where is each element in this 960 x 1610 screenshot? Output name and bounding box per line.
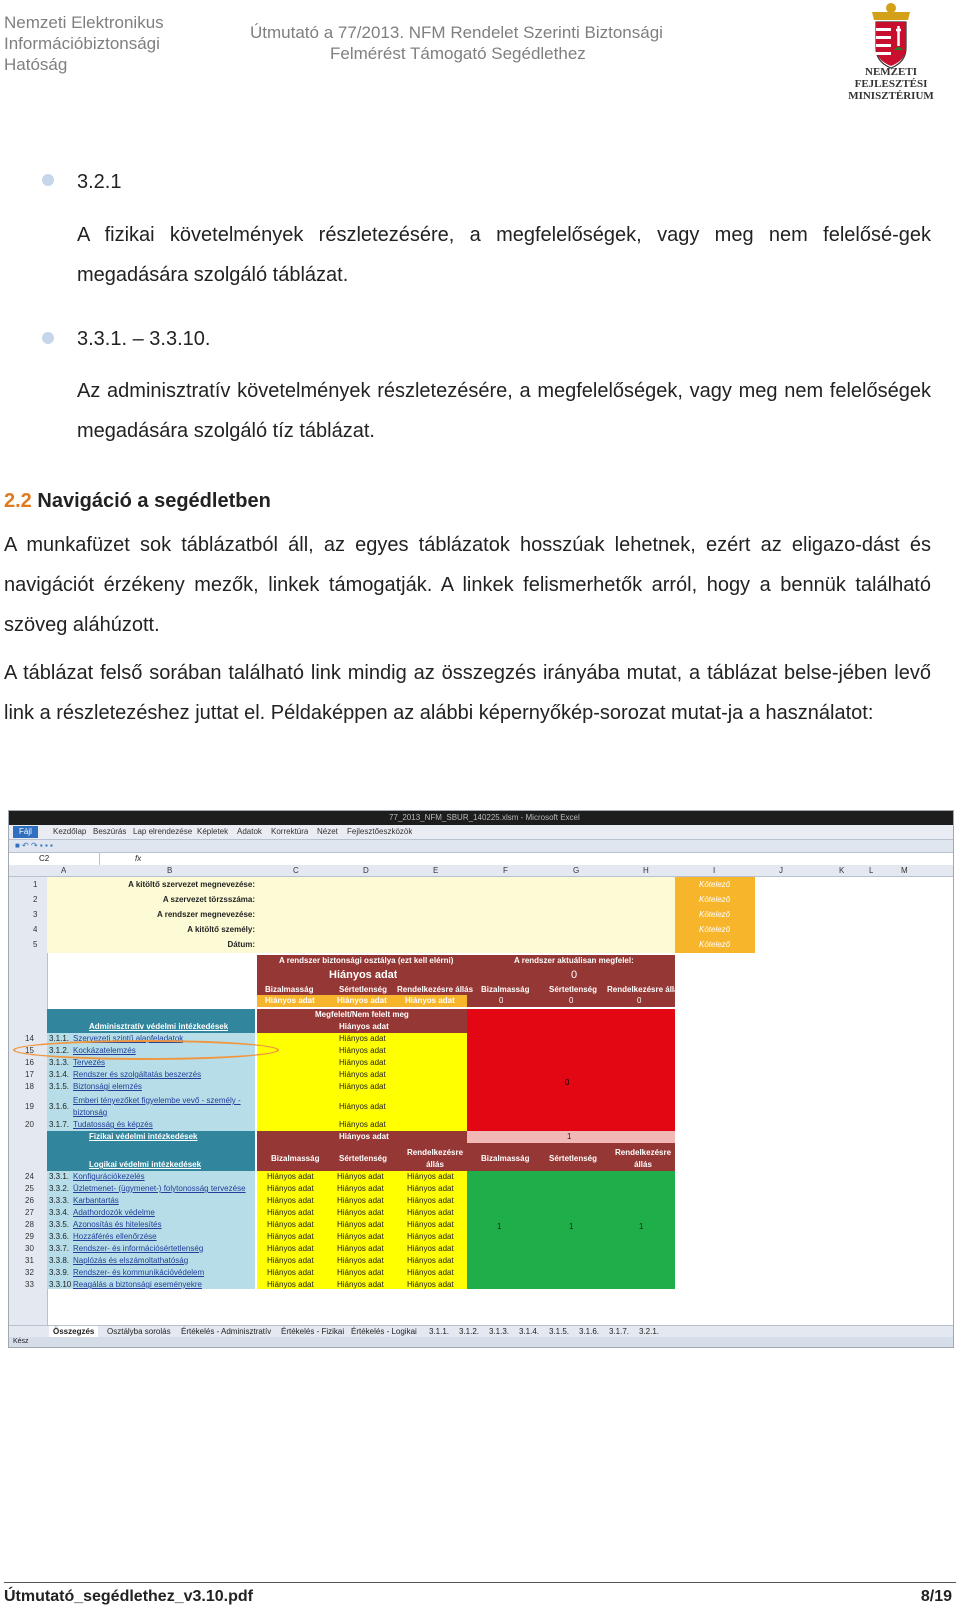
missing-data-cell: Hiányos adat xyxy=(339,1102,386,1111)
row-number: 24 xyxy=(25,1172,34,1181)
missing-data-cell: Hiányos adat xyxy=(337,1208,384,1217)
missing-data-cell: Hiányos adat xyxy=(337,1220,384,1229)
zero-cell: 0 xyxy=(569,996,574,1005)
missing-data-cell: Hiányos adat xyxy=(267,1184,314,1193)
missing-data-cell: Hiányos adat xyxy=(267,1280,314,1289)
missing-data-cell: Hiányos adat xyxy=(267,1268,314,1277)
sheet-tab[interactable]: 3.2.1. xyxy=(639,1327,660,1336)
logical-code: 3.3.2. xyxy=(49,1184,70,1193)
logical-link[interactable]: Rendszer- és információsértetlenség xyxy=(73,1244,204,1253)
admin-link[interactable]: Emberi tényezőket figyelembe vevő - személy - biztonság xyxy=(73,1096,241,1117)
sheet-tab-active[interactable]: Összegzés xyxy=(49,1326,98,1338)
list-item-number: 3.3.1. – 3.3.10. xyxy=(77,328,211,350)
missing-data-cell: Hiányos adat xyxy=(337,1196,384,1205)
missing-data-cell: Hiányos adat xyxy=(339,1022,389,1031)
logical-link[interactable]: Azonosítás és hitelesítés xyxy=(73,1220,162,1229)
logical-link[interactable]: Konfigurációkezelés xyxy=(73,1172,145,1181)
org-line-1: Nemzeti Elektronikus xyxy=(4,13,164,32)
sheet-tab[interactable]: Értékelés - Adminisztratív xyxy=(181,1327,272,1336)
cia-label: Bizalmasság xyxy=(265,985,314,994)
cia-label: Sértetlenség xyxy=(339,1154,388,1163)
admin-code: 3.1.6. xyxy=(49,1102,70,1111)
footer-divider xyxy=(4,1582,956,1583)
ministry-logo xyxy=(832,0,950,102)
ribbon-tab[interactable]: Beszúrás xyxy=(93,827,127,836)
sheet-tab[interactable]: 3.1.5. xyxy=(549,1327,570,1336)
logical-code: 3.3.9. xyxy=(49,1268,70,1277)
logo-text xyxy=(832,66,950,102)
list-item-text: Az adminisztratív követelmények részletezésére, a megfelelőségek, vagy meg nem felelőségek megadására szolgáló tíz táblázat. xyxy=(77,380,931,442)
column-header[interactable]: L xyxy=(869,866,874,875)
admin-link[interactable]: Kockázatelemzés xyxy=(73,1046,136,1055)
missing-data-cell: Hiányos adat xyxy=(407,1232,454,1241)
row-number: 28 xyxy=(25,1220,34,1229)
header-organization xyxy=(4,12,204,75)
column-header[interactable]: F xyxy=(503,866,508,875)
logical-code: 3.3.6. xyxy=(49,1232,70,1241)
quick-access-toolbar xyxy=(9,840,953,852)
cia-label: Sértetlenség xyxy=(339,985,388,994)
ribbon-tab[interactable]: Lap elrendezése xyxy=(133,827,193,836)
cia-label: Bizalmasság xyxy=(271,1154,320,1163)
row-number: 4 xyxy=(33,925,38,934)
section-title: Navigáció a segédletben xyxy=(37,490,271,512)
cia-label: Sértetlenség xyxy=(549,985,598,994)
row-number: 26 xyxy=(25,1196,34,1205)
column-header[interactable]: E xyxy=(433,866,439,875)
section-number: 2.2 xyxy=(4,490,32,512)
excel-title-bar xyxy=(9,811,953,825)
required-badge: Kötelező xyxy=(699,910,731,919)
footer-page-number: 8/19 xyxy=(920,1588,952,1605)
logical-code: 3.3.7. xyxy=(49,1244,70,1253)
column-header[interactable]: C xyxy=(293,866,299,875)
title-line-1: Útmutató a 77/2013. NFM Rendelet Szerinti Biztonsági xyxy=(250,23,663,42)
logical-link[interactable]: Hozzáférés ellenőrzése xyxy=(73,1232,157,1241)
missing-data-cell: Hiányos adat xyxy=(407,1208,454,1217)
row-number: 1 xyxy=(33,880,38,889)
green-value: 1 xyxy=(569,1222,574,1231)
sheet-tab[interactable]: Értékelés - Fizikai xyxy=(281,1327,345,1336)
list-bullet xyxy=(42,332,54,344)
row-number: 25 xyxy=(25,1184,34,1193)
green-value: 1 xyxy=(639,1222,644,1231)
row-number: 5 xyxy=(33,940,38,949)
column-header[interactable]: J xyxy=(779,866,783,875)
sheet-tab[interactable]: 3.1.1. xyxy=(429,1327,450,1336)
missing-data-cell: Hiányos adat xyxy=(337,1268,384,1277)
row-number: 32 xyxy=(25,1268,34,1277)
status-bar xyxy=(9,1337,953,1347)
missing-data-cell: Hiányos adat xyxy=(407,1196,454,1205)
missing-data-cell: Hiányos adat xyxy=(339,1070,386,1079)
missing-data-cell: Hiányos adat xyxy=(339,1058,386,1067)
row-number: 29 xyxy=(25,1232,34,1241)
row-number: 31 xyxy=(25,1256,34,1265)
sheet-tab[interactable]: 3.1.4. xyxy=(519,1327,540,1336)
row-number: 16 xyxy=(25,1058,34,1067)
logical-code: 3.3.10 xyxy=(49,1280,72,1289)
missing-data-cell: Hiányos adat xyxy=(407,1172,454,1181)
column-header[interactable]: H xyxy=(643,866,649,875)
column-header[interactable]: A xyxy=(61,866,67,875)
admin-header-link[interactable]: Adminisztratív védelmi intézkedések xyxy=(89,1022,229,1031)
logo-text-line-1: NEMZETI FEJLESZTÉSI xyxy=(854,66,928,90)
required-badge: Kötelező xyxy=(699,895,731,904)
column-headers xyxy=(9,865,953,877)
cia-label: Bizalmasság xyxy=(481,985,530,994)
missing-data-cell: Hiányos adat xyxy=(267,1256,314,1265)
cia-label: Rendelkezésre állás xyxy=(607,985,684,994)
ribbon-tab[interactable]: Adatok xyxy=(237,827,262,836)
paragraph: A munkafüzet sok táblázatból áll, az egyes táblázatok hosszúak lehetnek, ezért az eligazo-dást és navigációt érzékeny mezők, linkek támogatják. A linkek felismerhetők arról, hogy a bennük található szöveg aláhúzott. xyxy=(4,534,931,636)
current-level-header: A rendszer aktuálisan megfelel: xyxy=(514,956,634,965)
logical-code: 3.3.5. xyxy=(49,1220,70,1229)
missing-data-cell: Hiányos adat xyxy=(407,1268,454,1277)
missing-data-big: Hiányos adat xyxy=(329,969,398,981)
admin-code: 3.1.1. xyxy=(49,1034,70,1043)
compliance-header: Megfelelt/Nem felelt meg xyxy=(315,1010,409,1019)
row-number: 33 xyxy=(25,1280,34,1289)
logical-link[interactable]: Üzletmenet- (ügymenet-) folytonosság tervezése xyxy=(73,1184,246,1193)
sheet-tab[interactable]: 3.1.3. xyxy=(489,1327,510,1336)
sheet-tab[interactable]: 3.1.7. xyxy=(609,1327,630,1336)
missing-data-cell: Hiányos adat xyxy=(267,1244,314,1253)
ribbon-tab[interactable]: Nézet xyxy=(317,827,338,836)
admin-code: 3.1.2. xyxy=(49,1046,70,1055)
row-number: 15 xyxy=(25,1046,34,1055)
org-line-3: Hatóság xyxy=(4,55,68,74)
current-level-value: 0 xyxy=(571,969,578,981)
missing-data-cell: Hiányos adat xyxy=(267,1172,314,1181)
zero-cell: 0 xyxy=(499,996,504,1005)
header-title xyxy=(250,22,663,64)
admin-code: 3.1.3. xyxy=(49,1058,70,1067)
sheet-tab[interactable]: Értékelés - Logikai xyxy=(351,1327,417,1336)
missing-data-cell: Hiányos adat xyxy=(267,1196,314,1205)
required-badge: Kötelező xyxy=(699,925,731,934)
footer-filename: Útmutató_segédlethez_v3.10.pdf xyxy=(4,1588,253,1605)
row-number: 27 xyxy=(25,1208,34,1217)
missing-data-cell: Hiányos adat xyxy=(265,996,315,1005)
logical-link[interactable]: Rendszer- és kommunikációvédelem xyxy=(73,1268,205,1277)
missing-data-cell: Hiányos adat xyxy=(267,1232,314,1241)
required-badge: Kötelező xyxy=(699,940,731,949)
missing-data-cell: Hiányos adat xyxy=(337,1184,384,1193)
admin-code: 3.1.5. xyxy=(49,1082,70,1091)
column-header[interactable]: K xyxy=(839,866,845,875)
missing-data-cell: Hiányos adat xyxy=(339,1132,389,1141)
section-heading xyxy=(4,490,271,513)
missing-data-cell: Hiányos adat xyxy=(267,1208,314,1217)
row-number: 3 xyxy=(33,910,38,919)
row-number: 18 xyxy=(25,1082,34,1091)
sheet-tab[interactable]: 3.1.6. xyxy=(579,1327,600,1336)
field-label: Dátum: xyxy=(227,940,255,949)
missing-data-cell: Hiányos adat xyxy=(407,1184,454,1193)
missing-data-cell: Hiányos adat xyxy=(337,1172,384,1181)
physical-value: 1 xyxy=(567,1132,572,1141)
sheet-tab[interactable]: 3.1.2. xyxy=(459,1327,480,1336)
required-badge: Kötelező xyxy=(699,880,731,889)
field-label: A rendszer megnevezése: xyxy=(157,910,255,919)
list-bullet xyxy=(42,174,54,186)
column-header[interactable]: D xyxy=(363,866,369,875)
field-label: A szervezet törzsszáma: xyxy=(162,895,255,904)
admin-link[interactable]: Szervezeti szintű alapfeladatok xyxy=(73,1034,184,1043)
missing-data-cell: Hiányos adat xyxy=(339,1082,386,1091)
row-number: 19 xyxy=(25,1102,34,1111)
ribbon-tab[interactable]: Kezdőlap xyxy=(53,827,87,836)
org-line-2: Információbiztonsági xyxy=(4,34,160,53)
missing-data-cell: Hiányos adat xyxy=(407,1256,454,1265)
column-header[interactable]: I xyxy=(713,866,716,875)
logo-text-line-2: MINISZTÉRIUM xyxy=(848,90,934,102)
ribbon-tab[interactable]: Képletek xyxy=(197,827,229,836)
name-box[interactable]: C2 xyxy=(39,853,100,865)
list-item-number: 3.2.1 xyxy=(77,171,122,193)
missing-data-cell: Hiányos adat xyxy=(339,1046,386,1055)
ribbon-tab-file[interactable]: Fájl xyxy=(13,826,38,838)
sheet-tab[interactable]: Osztályba sorolás xyxy=(107,1327,171,1336)
ribbon-tab[interactable]: Korrektúra xyxy=(271,827,309,836)
formula-fx-icon[interactable]: fx xyxy=(135,854,142,863)
missing-data-cell: Hiányos adat xyxy=(337,1244,384,1253)
logical-code: 3.3.8. xyxy=(49,1256,70,1265)
logical-link[interactable]: Naplózás és elszámoltathatóság xyxy=(73,1256,189,1265)
paragraph: A táblázat felső sorában található link mindig az összegzés irányába mutat, a táblázat belse-jében levő link a részletezéshez juttat el. Példaképpen az alábbi képernyőkép-sorozat mutat-ja a használatot: xyxy=(4,662,931,724)
row-number: 30 xyxy=(25,1244,34,1253)
missing-data-cell: Hiányos adat xyxy=(405,996,455,1005)
logical-cia-strip xyxy=(257,1143,675,1171)
admin-link[interactable]: Tudatosság és képzés xyxy=(73,1120,153,1129)
missing-data-cell: Hiányos adat xyxy=(337,1232,384,1241)
logical-code: 3.3.3. xyxy=(49,1196,70,1205)
list-item-text: A fizikai követelmények részletezésére, a megfelelőségek, vagy meg nem felelősé-gek megadására szolgáló táblázat. xyxy=(77,224,931,286)
worksheet-grid xyxy=(9,877,953,1325)
admin-link[interactable]: Biztonsági elemzés xyxy=(73,1082,142,1091)
row-number: 20 xyxy=(25,1120,34,1129)
missing-data-cell: Hiányos adat xyxy=(407,1280,454,1289)
admin-code: 3.1.7. xyxy=(49,1120,70,1129)
field-label: A kitöltő szervezet megnevezése: xyxy=(128,880,255,889)
row-number: 2 xyxy=(33,895,38,904)
ribbon-tab[interactable]: Fejlesztőeszközök xyxy=(347,827,413,836)
save-icon[interactable]: ■ ↶ ↷ ▪ ▪ ▪ xyxy=(15,841,53,850)
missing-data-cell: Hiányos adat xyxy=(339,1034,386,1043)
class-header: A rendszer biztonsági osztálya (ezt kell elérni) xyxy=(279,956,454,965)
row-number: 14 xyxy=(25,1034,34,1043)
green-value: 1 xyxy=(497,1222,502,1231)
title-line-2: Felmérést Támogató Segédlethez xyxy=(330,44,586,63)
column-header[interactable]: B xyxy=(167,866,173,875)
cia-label: Rendelkezésre állás xyxy=(615,1148,671,1169)
logical-link[interactable]: Adathordozók védelme xyxy=(73,1208,155,1217)
missing-data-cell: Hiányos adat xyxy=(407,1220,454,1229)
formula-bar xyxy=(9,852,953,866)
logical-code: 3.3.4. xyxy=(49,1208,70,1217)
admin-strip xyxy=(47,1009,255,1021)
admin-link[interactable]: Rendszer és szolgáltatás beszerzés xyxy=(73,1070,202,1079)
missing-data-cell: Hiányos adat xyxy=(407,1244,454,1253)
red-value: 0 xyxy=(565,1078,570,1087)
ribbon-tabs xyxy=(9,825,953,840)
logical-link[interactable]: Karbantartás xyxy=(73,1196,119,1205)
zero-cell: 0 xyxy=(637,996,642,1005)
logical-link[interactable]: Reagálás a biztonsági eseményekre xyxy=(73,1280,202,1289)
cia-label: Sértetlenség xyxy=(549,1154,598,1163)
missing-data-cell: Hiányos adat xyxy=(337,996,387,1005)
missing-data-cell: Hiányos adat xyxy=(267,1220,314,1229)
excel-window-title: 77_2013_NFM_SBUR_140225.xlsm - Microsoft Excel xyxy=(389,813,580,822)
cia-label: Bizalmasság xyxy=(481,1154,530,1163)
admin-red-block xyxy=(467,1009,675,1151)
physical-header-link[interactable]: Fizikai védelmi intézkedések xyxy=(89,1132,198,1141)
admin-link[interactable]: Tervezés xyxy=(73,1058,106,1067)
field-label: A kitöltő személy: xyxy=(187,925,255,934)
missing-data-cell: Hiányos adat xyxy=(339,1120,386,1129)
admin-code: 3.1.4. xyxy=(49,1070,70,1079)
cia-label: Rendelkezésre állás xyxy=(407,1148,463,1169)
column-header[interactable]: M xyxy=(901,866,908,875)
logical-header-link[interactable]: Logikai védelmi intézkedések xyxy=(89,1160,202,1169)
excel-screenshot xyxy=(8,810,954,1348)
logical-code: 3.3.1. xyxy=(49,1172,70,1181)
column-header[interactable]: G xyxy=(573,866,580,875)
row-number: 17 xyxy=(25,1070,34,1079)
cia-label: Rendelkezésre állás xyxy=(397,985,474,994)
missing-data-cell: Hiányos adat xyxy=(337,1256,384,1265)
missing-data-cell: Hiányos adat xyxy=(337,1280,384,1289)
status-text: Kész xyxy=(13,1338,29,1345)
